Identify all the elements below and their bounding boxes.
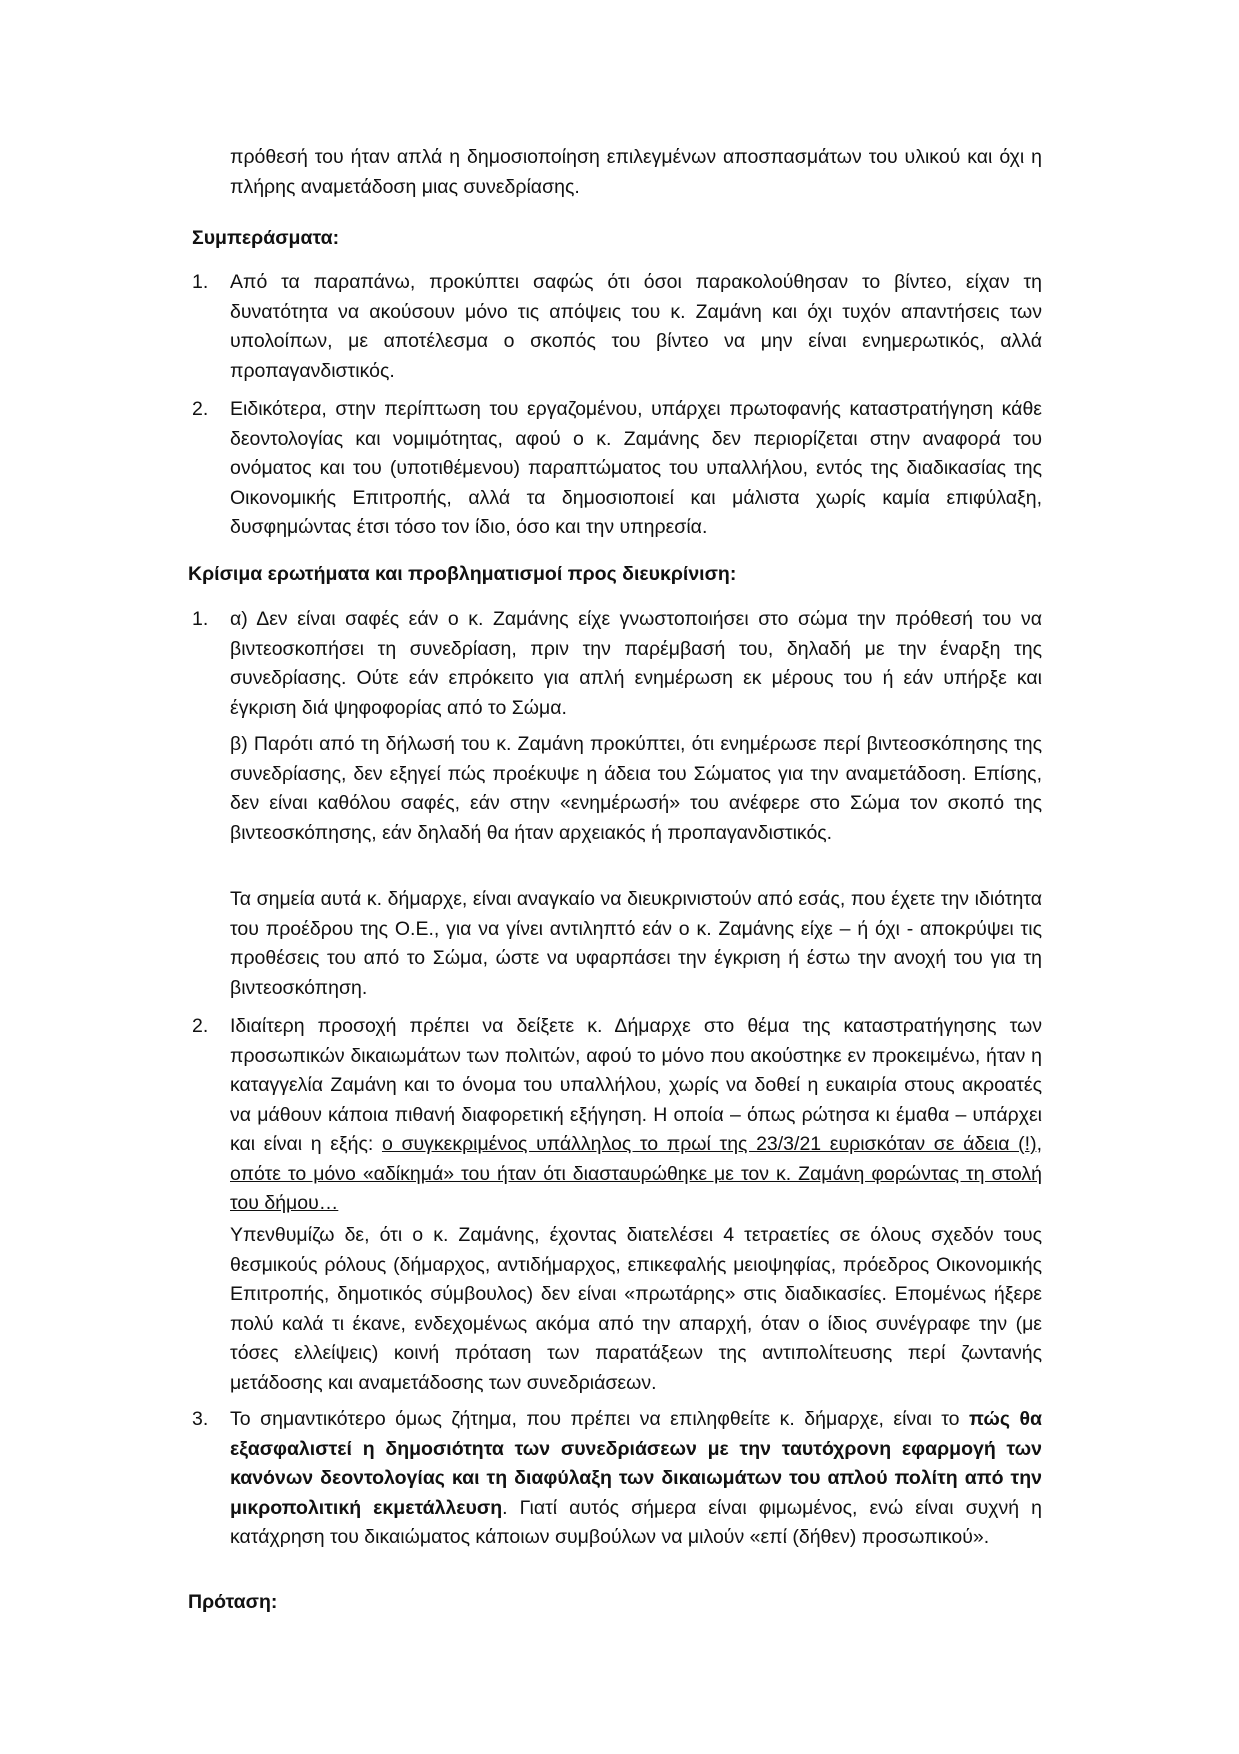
- questions-heading: Κρίσιμα ερωτήματα και προβληματισμοί προς διευκρίνιση:: [188, 563, 737, 585]
- conclusion-1-text: Από τα παραπάνω, προκύπτει σαφώς ότι όσοι παρακολούθησαν το βίντεο, είχαν τη δυνατότητα να ακούσουν μόνο τις απόψεις του κ. Ζαμάνη και όχι τυχόν απαντήσεις των υπολοίπων, με αποτέλεσμα ο σκοπός του βίντεο να μην είναι ενημερωτικός, αλλά προπαγανδιστικός.: [230, 271, 1042, 382]
- question-3-bold-text: πώς θα εξασφαλιστεί η δημοσιότητα των συνεδριάσεων με την ταυτόχρονη εφαρμογή των κανόνων δεοντολογίας και τη διαφύλαξη των δικαιωμάτων του απλού πολίτη από την μικροπολιτική εκμετάλλευση: [230, 1408, 1042, 1519]
- question-1-part-b: β) Παρότι από τη δήλωσή του κ. Ζαμάνη προκύπτει, ότι ενημέρωσε περί βιντεοσκόπησης της συνεδρίασης, δεν εξηγεί πώς προέκυψε η άδεια του Σώματος για την αναμετάδοση. Επίσης, δεν είναι καθόλου σαφές, εάν στην «ενημέρωσή» του ανέφερε στο Σώμα τον σκοπό της βιντεοσκόπησης, εάν δηλαδή θα ήταν αρχειακός ή προπαγανδιστικός.: [230, 733, 1042, 844]
- question-2-text-plain: Ιδιαίτερη προσοχή πρέπει να δείξετε κ. Δήμαρχε στο θέμα της καταστρατήγησης των προσωπικών δικαιωμάτων των πολιτών, αφού το μόνο που ακούστηκε εν προκειμένω, ήταν η καταγγελία Ζαμάνη και το όνομα του υπαλλήλου, χωρίς να δοθεί η ευκαιρία στους ακροατές να μάθουν κάποια πιθανή διαφορετική εξήγηση. Η οποία – όπως ρώτησα κι έμαθα – υπάρχει και είναι η εξής:: [230, 1015, 1042, 1155]
- intro-paragraph: πρόθεσή του ήταν απλά η δημοσιοποίηση επιλεγμένων αποσπασμάτων του υλικού και όχι η πλήρης αναμετάδοση μιας συνεδρίασης.: [230, 146, 1042, 198]
- question-2-underlined-text: ο συγκεκριμένος υπάλληλος το πρωί της 23/3/21 ευρισκόταν σε άδεια (!), οπότε το μόνο «αδίκημά» του ήταν ότι διασταυρώθηκε με τον κ. Ζαμάνη φορώντας τη στολή του δήμου…: [230, 1133, 1042, 1214]
- question-3-text-start: Το σημαντικότερο όμως ζήτημα, που πρέπει να επιληφθείτε κ. δήμαρχε, είναι το: [230, 1408, 969, 1430]
- conclusions-heading: Συμπεράσματα:: [192, 227, 340, 249]
- question-1-part-c: Τα σημεία αυτά κ. δήμαρχε, είναι αναγκαίο να διευκρινιστούν από εσάς, που έχετε την ιδιότητα του προέδρου της Ο.Ε., για να γίνει αντιληπτό εάν ο κ. Ζαμάνης είχε – ή όχι - αποκρύψει τις προθέσεις του από το Σώμα, ώστε να υφαρπάσει την έγκριση ή έστω την ανοχή του για τη βιντεοσκόπηση.: [230, 888, 1042, 999]
- proposal-heading: Πρόταση:: [188, 1591, 278, 1613]
- question-2-number: 2.: [192, 1015, 209, 1037]
- question-3-text-end: . Γιατί αυτός σήμερα είναι φιμωμένος, ενώ είναι συχνή η κατάχρηση του δικαιώματος κάποιων συμβούλων να μιλούν «επί (δήθεν) προσωπικού».: [230, 1496, 1042, 1548]
- question-2-paragraph-2: Υπενθυμίζω δε, ότι ο κ. Ζαμάνης, έχοντας διατελέσει 4 τετραετίες σε όλους σχεδόν τους θεσμικούς ρόλους (δήμαρχος, αντιδήμαρχος, επικεφαλής μειοψηφίας, πρόεδρος Οικονομικής Επιτροπής, δημοτικός σύμβουλος) δεν είναι «πρωτάρης» στις διαδικασίες. Επομένως ήξερε πολύ καλά τι έκανε, ενδεχομένως ακόμα από την απαρχή, όταν ο ίδιος συνέγραφε την (με τόσες ελλείψεις) κοινή πρόταση των παρατάξεων της αντιπολίτευσης περί ζωντανής μετάδοσης και αναμετάδοσης των συνεδριάσεων.: [230, 1224, 1042, 1394]
- conclusion-2-text: Ειδικότερα, στην περίπτωση του εργαζομένου, υπάρχει πρωτοφανής καταστρατήγηση κάθε δεοντολογίας και νομιμότητας, αφού ο κ. Ζαμάνης δεν περιορίζεται στην αναφορά του ονόματος και του (υποτιθέμενου) παραπτώματος του υπαλλήλου, εντός της διαδικασίας της Οικονομικής Επιτροπής, αλλά τα δημοσιοποιεί και μάλιστα χωρίς καμία επιφύλαξη, δυσφημώντας έτσι τόσο τον ίδιο, όσο και την υπηρεσία.: [230, 398, 1042, 538]
- conclusion-2-number: 2.: [192, 398, 209, 420]
- conclusion-1-number: 1.: [192, 271, 209, 293]
- question-3-text: [230, 1405, 1042, 1553]
- question-2-text: [230, 1012, 1042, 1219]
- question-3-number: 3.: [192, 1408, 209, 1430]
- question-1-number: 1.: [192, 608, 209, 630]
- question-1-part-a: α) Δεν είναι σαφές εάν ο κ. Ζαμάνης είχε γνωστοποιήσει στο σώμα την πρόθεσή του να βιντεοσκοπήσει τη συνεδρίαση, πριν την παρέμβασή του, δηλαδή με την έναρξη της συνεδρίασης. Ούτε εάν επρόκειτο για απλή ενημέρωση εκ μέρους του ή εάν υπήρξε και έγκριση διά ψηφοφορίας από το Σώμα.: [230, 608, 1042, 719]
